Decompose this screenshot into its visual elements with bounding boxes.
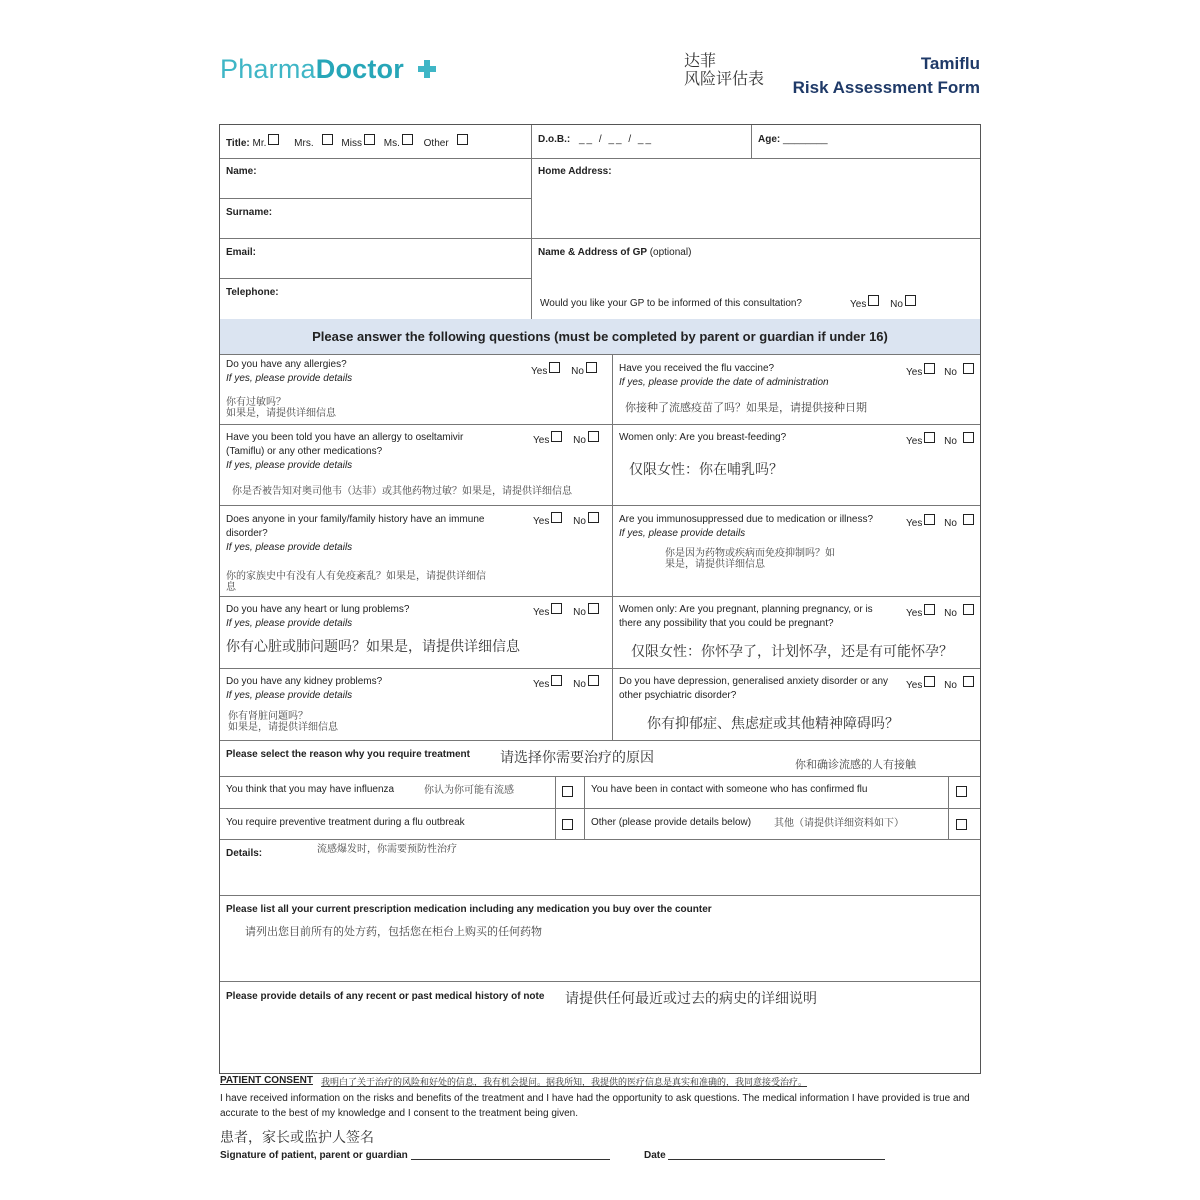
vaccine-cn: 你接种了流感疫苗了吗？如果是，请提供接种日期 bbox=[625, 401, 867, 414]
immunosuppressed-cn-line2: 果是，请提供详细信息 bbox=[665, 559, 765, 570]
preventive-cn: 流感爆发时，你需要预防性治疗 bbox=[317, 844, 457, 855]
heart-lung-detail: If yes, please provide details bbox=[226, 618, 353, 629]
reason-influenza-cn: 你认为你可能有流感 bbox=[424, 785, 514, 796]
kidney-no-checkbox[interactable] bbox=[588, 675, 599, 686]
oseltamivir-detail: If yes, please provide details bbox=[226, 460, 353, 471]
pregnancy-no-label: No bbox=[944, 608, 957, 619]
immunosuppressed-no-label: No bbox=[944, 518, 957, 529]
form-title: Risk Assessment Form bbox=[792, 78, 980, 97]
reason-preventive-text: You require preventive treatment during a flu outbreak bbox=[226, 817, 465, 828]
vaccine-yes-label: Yes bbox=[906, 367, 923, 378]
breastfeeding-no-label: No bbox=[944, 436, 957, 447]
oseltamivir-options bbox=[533, 431, 599, 446]
immunosuppressed-question-text: Are you immunosuppressed due to medication or illness? bbox=[619, 514, 874, 525]
heart-lung-no-checkbox[interactable] bbox=[588, 603, 599, 614]
immune-yes-checkbox[interactable] bbox=[551, 512, 562, 523]
pharmadoctor-logo bbox=[220, 54, 404, 85]
depression-options bbox=[906, 676, 974, 691]
signature-line[interactable] bbox=[411, 1159, 610, 1160]
details-label: Details: bbox=[226, 848, 263, 859]
age-field[interactable] bbox=[758, 134, 828, 145]
heart-lung-question-text: Do you have any heart or lung problems? bbox=[226, 604, 410, 615]
gp-inform-no-label: No bbox=[890, 299, 903, 310]
date-line[interactable] bbox=[668, 1159, 885, 1160]
oseltamivir-yes-label: Yes bbox=[533, 435, 550, 446]
immune-cn-line1: 你的家族史中有没有人有免疫紊乱？如果是，请提供详细信 bbox=[226, 571, 486, 582]
breastfeeding-cn: 仅限女性：你在哺乳吗？ bbox=[629, 462, 783, 478]
mrs-checkbox[interactable] bbox=[322, 134, 333, 145]
depression-yes-checkbox[interactable] bbox=[924, 676, 935, 687]
allergies-options bbox=[531, 362, 597, 377]
breastfeeding-options bbox=[906, 432, 974, 447]
depression-question bbox=[619, 675, 888, 703]
kidney-question bbox=[226, 675, 382, 703]
oseltamivir-question bbox=[226, 431, 463, 473]
oseltamivir-no-checkbox[interactable] bbox=[588, 431, 599, 442]
depression-question-line1: Do you have depression, generalised anxiety disorder or any bbox=[619, 676, 889, 687]
depression-cn: 你有抑郁症、焦虑症或其他精神障碍吗？ bbox=[647, 716, 899, 732]
depression-no-label: No bbox=[944, 680, 957, 691]
miss-checkbox[interactable] bbox=[364, 134, 375, 145]
heart-lung-no-label: No bbox=[573, 607, 586, 618]
pregnancy-yes-label: Yes bbox=[906, 608, 923, 619]
email-field-label: Email: bbox=[226, 247, 257, 258]
immune-no-checkbox[interactable] bbox=[588, 512, 599, 523]
immunosuppressed-question bbox=[619, 513, 873, 541]
medical-cross-icon bbox=[418, 60, 436, 78]
gp-inform-no-checkbox[interactable] bbox=[905, 295, 916, 306]
title-label: Title: bbox=[226, 138, 250, 149]
allergies-cn bbox=[226, 397, 336, 419]
oseltamivir-cn: 你是否被告知对奥司他韦（达菲）或其他药物过敏？如果是，请提供详细信息 bbox=[232, 486, 572, 497]
immunosuppressed-options bbox=[906, 514, 974, 529]
immune-question-line2: disorder? bbox=[226, 528, 268, 539]
ms-checkbox[interactable] bbox=[402, 134, 413, 145]
heart-lung-yes-label: Yes bbox=[533, 607, 550, 618]
breastfeeding-yes-checkbox[interactable] bbox=[924, 432, 935, 443]
vaccine-no-checkbox[interactable] bbox=[963, 363, 974, 374]
title-option-miss: Miss bbox=[341, 138, 362, 149]
pregnancy-no-checkbox[interactable] bbox=[963, 604, 974, 615]
kidney-cn bbox=[228, 711, 338, 733]
oseltamivir-no-label: No bbox=[573, 435, 586, 446]
vaccine-detail: If yes, please provide the date of administration bbox=[619, 377, 829, 388]
allergies-cn-line2: 如果是，请提供详细信息 bbox=[226, 408, 336, 419]
pregnancy-options bbox=[906, 604, 974, 619]
gp-inform-options bbox=[850, 295, 916, 310]
vaccine-no-label: No bbox=[944, 367, 957, 378]
vaccine-options bbox=[906, 363, 974, 378]
kidney-yes-label: Yes bbox=[533, 679, 550, 690]
vaccine-question bbox=[619, 362, 829, 390]
kidney-options bbox=[533, 675, 599, 690]
breastfeeding-yes-label: Yes bbox=[906, 436, 923, 447]
mr-checkbox[interactable] bbox=[268, 134, 279, 145]
immune-cn bbox=[226, 571, 486, 593]
oseltamivir-question-line2: (Tamiflu) or any other medications? bbox=[226, 446, 383, 457]
patient-consent-cn: 我明白了关于治疗的风险和好处的信息，我有机会提问。据我所知，我提供的医疗信息是真实和准确的，我同意接受治疗。 bbox=[321, 1078, 808, 1088]
immune-yes-label: Yes bbox=[533, 516, 550, 527]
medical-history-input-area[interactable] bbox=[220, 1007, 980, 1073]
reason-label-cn: 请选择你需要治疗的原因 bbox=[500, 750, 654, 766]
kidney-yes-checkbox[interactable] bbox=[551, 675, 562, 686]
medication-label-cn: 请列出您目前所有的处方药，包括您在柜台上购买的任何药物 bbox=[245, 925, 542, 938]
dob-label: D.o.B.: bbox=[538, 134, 571, 145]
allergies-yes-checkbox[interactable] bbox=[549, 362, 560, 373]
gp-inform-yes-checkbox[interactable] bbox=[868, 295, 879, 306]
medical-history-label: Please provide details of any recent or past medical history of note bbox=[226, 991, 545, 1002]
patient-consent-text: I have received information on the risks and benefits of the treatment and I have had the opportunity to ask questions. The medical information I have provided is true and accurate to the best of my knowledge and I consent to the treatment being given. bbox=[220, 1093, 970, 1119]
allergies-yes-label: Yes bbox=[531, 366, 548, 377]
allergies-no-checkbox[interactable] bbox=[586, 362, 597, 373]
allergies-question-text: Do you have any allergies? bbox=[226, 359, 347, 370]
heart-lung-options bbox=[533, 603, 599, 618]
date-label: Date bbox=[644, 1150, 666, 1161]
kidney-question-text: Do you have any kidney problems? bbox=[226, 676, 383, 687]
gp-optional: (optional) bbox=[649, 247, 692, 258]
allergies-cn-line1: 你有过敏吗？ bbox=[226, 397, 286, 408]
medication-label: Please list all your current prescription medication including any medication you buy over the counter bbox=[226, 904, 712, 915]
title-option-mrs: Mrs. bbox=[294, 138, 314, 149]
home-address-label: Home Address: bbox=[538, 166, 612, 177]
pregnancy-question bbox=[619, 603, 873, 631]
surname-field-label: Surname: bbox=[226, 207, 273, 218]
gp-field-label bbox=[538, 247, 691, 258]
kidney-cn-line2: 如果是，请提供详细信息 bbox=[228, 722, 338, 733]
oseltamivir-yes-checkbox[interactable] bbox=[551, 431, 562, 442]
pregnancy-question-line2: there any possibility that you could be pregnant? bbox=[619, 618, 834, 629]
kidney-no-label: No bbox=[573, 679, 586, 690]
allergies-no-label: No bbox=[571, 366, 584, 377]
pregnancy-cn: 仅限女性：你怀孕了，计划怀孕，还是有可能怀孕？ bbox=[631, 644, 953, 660]
gp-inform-question: Would you like your GP to be informed of this consultation? bbox=[540, 298, 802, 309]
logo-text-pharma: Pharma bbox=[220, 54, 316, 84]
immunosuppressed-yes-checkbox[interactable] bbox=[924, 514, 935, 525]
reason-contact-text: You have been in contact with someone who has confirmed flu bbox=[591, 784, 868, 795]
title-option-mr: Mr. bbox=[252, 138, 267, 149]
depression-no-checkbox[interactable] bbox=[963, 676, 974, 687]
heart-lung-question bbox=[226, 603, 409, 631]
pregnancy-yes-checkbox[interactable] bbox=[924, 604, 935, 615]
reason-label: Please select the reason why you require treatment bbox=[226, 749, 470, 760]
details-input-area[interactable] bbox=[220, 861, 980, 895]
breastfeeding-no-checkbox[interactable] bbox=[963, 432, 974, 443]
reason-other-cn: 其他（请提供详细资料如下） bbox=[774, 818, 904, 829]
gp-label: Name & Address of GP bbox=[538, 247, 647, 258]
cn-title-line2: 风险评估表 bbox=[684, 69, 765, 88]
age-blank: ________ bbox=[783, 134, 828, 145]
immune-question bbox=[226, 513, 484, 555]
name-field-label: Name: bbox=[226, 166, 257, 177]
signature-label: Signature of patient, parent or guardian bbox=[220, 1150, 408, 1161]
kidney-detail: If yes, please provide details bbox=[226, 690, 353, 701]
immune-options bbox=[533, 512, 599, 527]
immunosuppressed-cn bbox=[665, 548, 835, 570]
telephone-field-label: Telephone: bbox=[226, 287, 279, 298]
vaccine-yes-checkbox[interactable] bbox=[924, 363, 935, 374]
questions-heading: Please answer the following questions (must be completed by parent or guardian if under 16) bbox=[312, 329, 888, 344]
immune-cn-line2: 息 bbox=[226, 582, 236, 593]
title-option-ms: Ms. bbox=[383, 138, 400, 149]
heart-lung-cn: 你有心脏或肺问题吗？如果是，请提供详细信息 bbox=[226, 639, 520, 655]
logo-text-doctor: Doctor bbox=[315, 54, 404, 84]
immunosuppressed-cn-line1: 你是因为药物或疾病而免疫抑制吗？如 bbox=[665, 548, 835, 559]
reason-preventive-checkbox[interactable] bbox=[562, 819, 573, 830]
dob-field[interactable] bbox=[538, 134, 653, 145]
immunosuppressed-detail: If yes, please provide details bbox=[619, 528, 746, 539]
immune-no-label: No bbox=[573, 516, 586, 527]
risk-assessment-form bbox=[219, 124, 981, 1074]
reason-influenza-text: You think that you may have influenza bbox=[226, 784, 395, 795]
title-field bbox=[226, 134, 468, 149]
depression-yes-label: Yes bbox=[906, 680, 923, 691]
breastfeeding-question: Women only: Are you breast-feeding? bbox=[619, 432, 787, 443]
other-checkbox[interactable] bbox=[457, 134, 468, 145]
contact-cn: 你和确诊流感的人有接触 bbox=[795, 758, 916, 771]
immunosuppressed-no-checkbox[interactable] bbox=[963, 514, 974, 525]
vaccine-question-text: Have you received the flu vaccine? bbox=[619, 363, 775, 374]
reason-other-text: Other (please provide details below) bbox=[591, 817, 752, 828]
patient-consent-heading: PATIENT CONSENT bbox=[220, 1075, 313, 1086]
allergies-question bbox=[226, 358, 352, 386]
reason-contact-checkbox[interactable] bbox=[956, 786, 967, 797]
cn-form-title bbox=[684, 52, 764, 88]
kidney-cn-line1: 你有肾脏问题吗？ bbox=[228, 711, 308, 722]
age-label: Age: bbox=[758, 134, 781, 145]
heart-lung-yes-checkbox[interactable] bbox=[551, 603, 562, 614]
immune-detail: If yes, please provide details bbox=[226, 542, 353, 553]
reason-influenza-checkbox[interactable] bbox=[562, 786, 573, 797]
medical-history-label-cn: 请提供任何最近或过去的病史的详细说明 bbox=[565, 991, 817, 1007]
immunosuppressed-yes-label: Yes bbox=[906, 518, 923, 529]
pregnancy-question-line1: Women only: Are you pregnant, planning pregnancy, or is bbox=[619, 604, 873, 615]
immune-question-line1: Does anyone in your family/family history have an immune bbox=[226, 514, 485, 525]
reason-other-checkbox[interactable] bbox=[956, 819, 967, 830]
medication-input-area[interactable] bbox=[220, 940, 980, 981]
form-title-product: Tamiflu bbox=[920, 54, 980, 73]
dob-placeholder: __ / __ / __ bbox=[579, 134, 654, 145]
allergies-detail: If yes, please provide details bbox=[226, 373, 353, 384]
oseltamivir-question-line1: Have you been told you have an allergy to oseltamivir bbox=[226, 432, 464, 443]
depression-question-line2: other psychiatric disorder? bbox=[619, 690, 737, 701]
title-option-other: Other bbox=[423, 138, 449, 149]
cn-title-line1: 达菲 bbox=[684, 51, 717, 70]
signature-label-cn: 患者，家长或监护人签名 bbox=[220, 1130, 374, 1146]
gp-inform-yes-label: Yes bbox=[850, 299, 867, 310]
